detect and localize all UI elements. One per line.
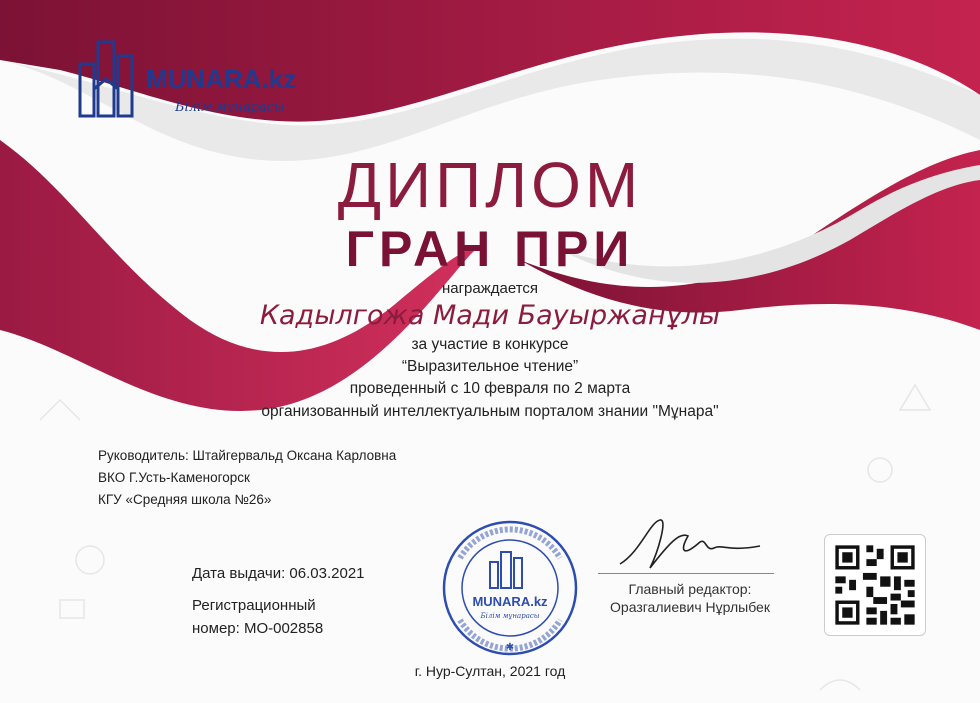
qr-code-frame[interactable] [824,534,926,636]
description-line: за участие в конкурсе [411,336,569,353]
editor-role: Главный редактор: [628,581,752,597]
awarded-text: награждается [441,280,539,297]
region-line: ВКО Г.Усть-Каменогорск [98,470,250,485]
description-line: организованный интеллектуальным порталом знании "Мұнара" [261,403,719,420]
description-line: проведенный с 10 февраля по 2 марта [349,380,631,397]
svg-text:Білім мұнарасы: Білім мұнарасы [480,612,540,620]
official-stamp-icon [430,518,590,658]
svg-text:MUNARA.kz: MUNARA.kz [472,594,548,609]
city-year: г. Нур-Султан, 2021 год [414,663,566,679]
munara-logo-icon [74,34,138,122]
school-line: КГУ «Средняя школа №26» [98,492,272,507]
logo-name: MUNARA.kz [146,64,297,94]
svg-text:✱: ✱ [505,642,515,653]
description-line: “Выразительное чтение” [401,358,579,375]
registration-number: номер: МО-002858 [192,620,324,637]
logo-tagline: Білім мұнарасы [175,100,285,115]
supervisor-line: Руководитель: Штайгервальд Оксана Карловна [98,448,397,463]
editor-signature-icon [610,512,770,578]
recipient-name: Кадылгожа Мади Бауыржанұлы [259,300,721,331]
signature-line [598,573,774,574]
registration-label: Регистрационный [192,597,316,614]
diploma-title: ДИПЛОМ [337,149,643,221]
qr-code-icon [825,535,925,635]
issue-date: Дата выдачи: 06.03.2021 [192,565,365,582]
editor-name: Оразгалиевич Нұрлыбек [610,599,770,615]
award-title: ГРАН ПРИ [345,221,635,277]
